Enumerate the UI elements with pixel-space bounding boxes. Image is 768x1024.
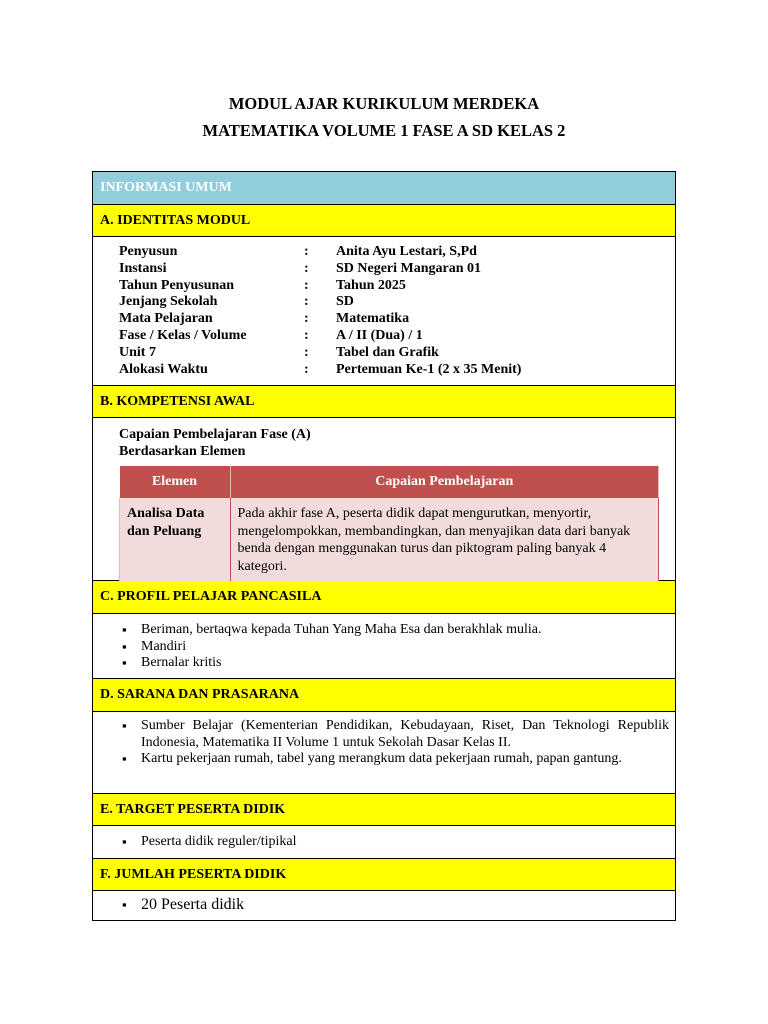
identitas-row xyxy=(119,261,521,278)
capaian-cell: Pada akhir fase A, peserta didik dapat mengurutkan, menyortir, mengelompokkan, membandingkan, dan menyajikan data dari banyak benda dengan menggunakan turus dan piktogram paling banyak 4 kategori. xyxy=(230,498,659,581)
elemen-cell: Analisa Data dan Peluang xyxy=(120,498,231,581)
identitas-row xyxy=(119,362,521,379)
jumlah-list xyxy=(119,897,669,914)
kompetensi-body xyxy=(93,418,675,581)
identitas-label: Unit 7 xyxy=(119,344,156,360)
identitas-row xyxy=(119,294,521,311)
identitas-row xyxy=(119,244,521,261)
identitas-label: Fase / Kelas / Volume xyxy=(119,327,247,343)
profil-body xyxy=(93,614,675,679)
identitas-colon: : xyxy=(304,311,309,327)
section-header-profil: C. PROFIL PELAJAR PANCASILA xyxy=(93,581,675,614)
target-body xyxy=(93,826,675,859)
identitas-row xyxy=(119,345,521,362)
col-capaian-header: Capaian Pembelajaran xyxy=(230,466,659,498)
document-title: MODUL AJAR KURIKULUM MERDEKA xyxy=(228,94,540,113)
section-header-kompetensi: B. KOMPETENSI AWAL xyxy=(93,386,675,418)
section-header-informasi-umum: INFORMASI UMUM xyxy=(93,172,675,205)
table-row xyxy=(120,498,659,581)
identitas-colon: : xyxy=(304,361,309,377)
list-item: ▪ Bernalar kritis xyxy=(119,655,669,672)
list-item: ▪ Kartu pekerjaan rumah, tabel yang merangkum data pekerjaan rumah, papan gantung. xyxy=(119,751,669,768)
capaian-table-header xyxy=(120,466,659,498)
sarana-list xyxy=(119,718,669,768)
profil-list xyxy=(119,622,669,672)
identitas-value: A / II (Dua) / 1 xyxy=(336,327,423,343)
identitas-value: Tahun 2025 xyxy=(336,277,406,293)
identitas-value: Pertemuan Ke-1 (2 x 35 Menit) xyxy=(336,361,522,377)
capaian-subtitle-line2: Berdasarkan Elemen xyxy=(119,444,246,459)
capaian-subtitle-line1: Capaian Pembelajaran Fase (A) xyxy=(119,427,311,442)
identitas-label: Alokasi Waktu xyxy=(119,361,208,377)
list-item: ▪ 20 Peserta didik xyxy=(119,897,669,914)
section-header-sarana: D. SARANA DAN PRASARANA xyxy=(93,679,675,712)
col-elemen-header: Elemen xyxy=(120,466,231,498)
identitas-colon: : xyxy=(304,344,309,360)
section-header-jumlah: F. JUMLAH PESERTA DIDIK xyxy=(93,859,675,891)
identitas-value: Anita Ayu Lestari, S,Pd xyxy=(336,244,477,259)
section-header-identitas: A. IDENTITAS MODUL xyxy=(93,205,675,237)
identitas-row xyxy=(119,311,521,328)
identitas-value: Matematika xyxy=(336,311,410,327)
section-header-target: E. TARGET PESERTA DIDIK xyxy=(93,794,675,826)
identitas-value: SD Negeri Mangaran 01 xyxy=(336,260,482,276)
sarana-body xyxy=(93,712,675,794)
list-item: ▪ Beriman, bertaqwa kepada Tuhan Yang Maha Esa dan berakhlak mulia. xyxy=(119,622,669,639)
identitas-body xyxy=(93,237,675,386)
target-list xyxy=(119,834,669,851)
capaian-table xyxy=(119,466,659,581)
identitas-value: SD xyxy=(336,294,354,310)
jumlah-body xyxy=(93,891,675,920)
identitas-colon: : xyxy=(304,327,309,343)
identitas-label: Jenjang Sekolah xyxy=(119,294,218,310)
identitas-row xyxy=(119,328,521,345)
identitas-colon: : xyxy=(304,294,309,310)
identitas-list xyxy=(119,244,521,378)
document-subtitle: MATEMATIKA VOLUME 1 FASE A SD KELAS 2 xyxy=(202,121,566,140)
list-item: ▪ Mandiri xyxy=(119,639,669,656)
module-table xyxy=(92,171,676,921)
identitas-label: Mata Pelajaran xyxy=(119,311,213,327)
capaian-subtitle xyxy=(119,426,311,460)
identitas-value: Tabel dan Grafik xyxy=(336,344,439,360)
list-item: ▪ Peserta didik reguler/tipikal xyxy=(119,834,669,851)
list-item: ▪ Sumber Belajar (Kementerian Pendidikan, Kebudayaan, Riset, Dan Teknologi Republik Indonesia, Matematika II Volume 1 untuk Sekolah Dasar Kelas II. xyxy=(119,718,669,751)
identitas-colon: : xyxy=(304,260,309,276)
identitas-label: Penyusun xyxy=(119,244,178,259)
identitas-label: Instansi xyxy=(119,260,167,276)
identitas-row xyxy=(119,278,521,295)
identitas-colon: : xyxy=(304,277,309,293)
identitas-colon: : xyxy=(304,244,309,259)
identitas-label: Tahun Penyusunan xyxy=(119,277,235,293)
